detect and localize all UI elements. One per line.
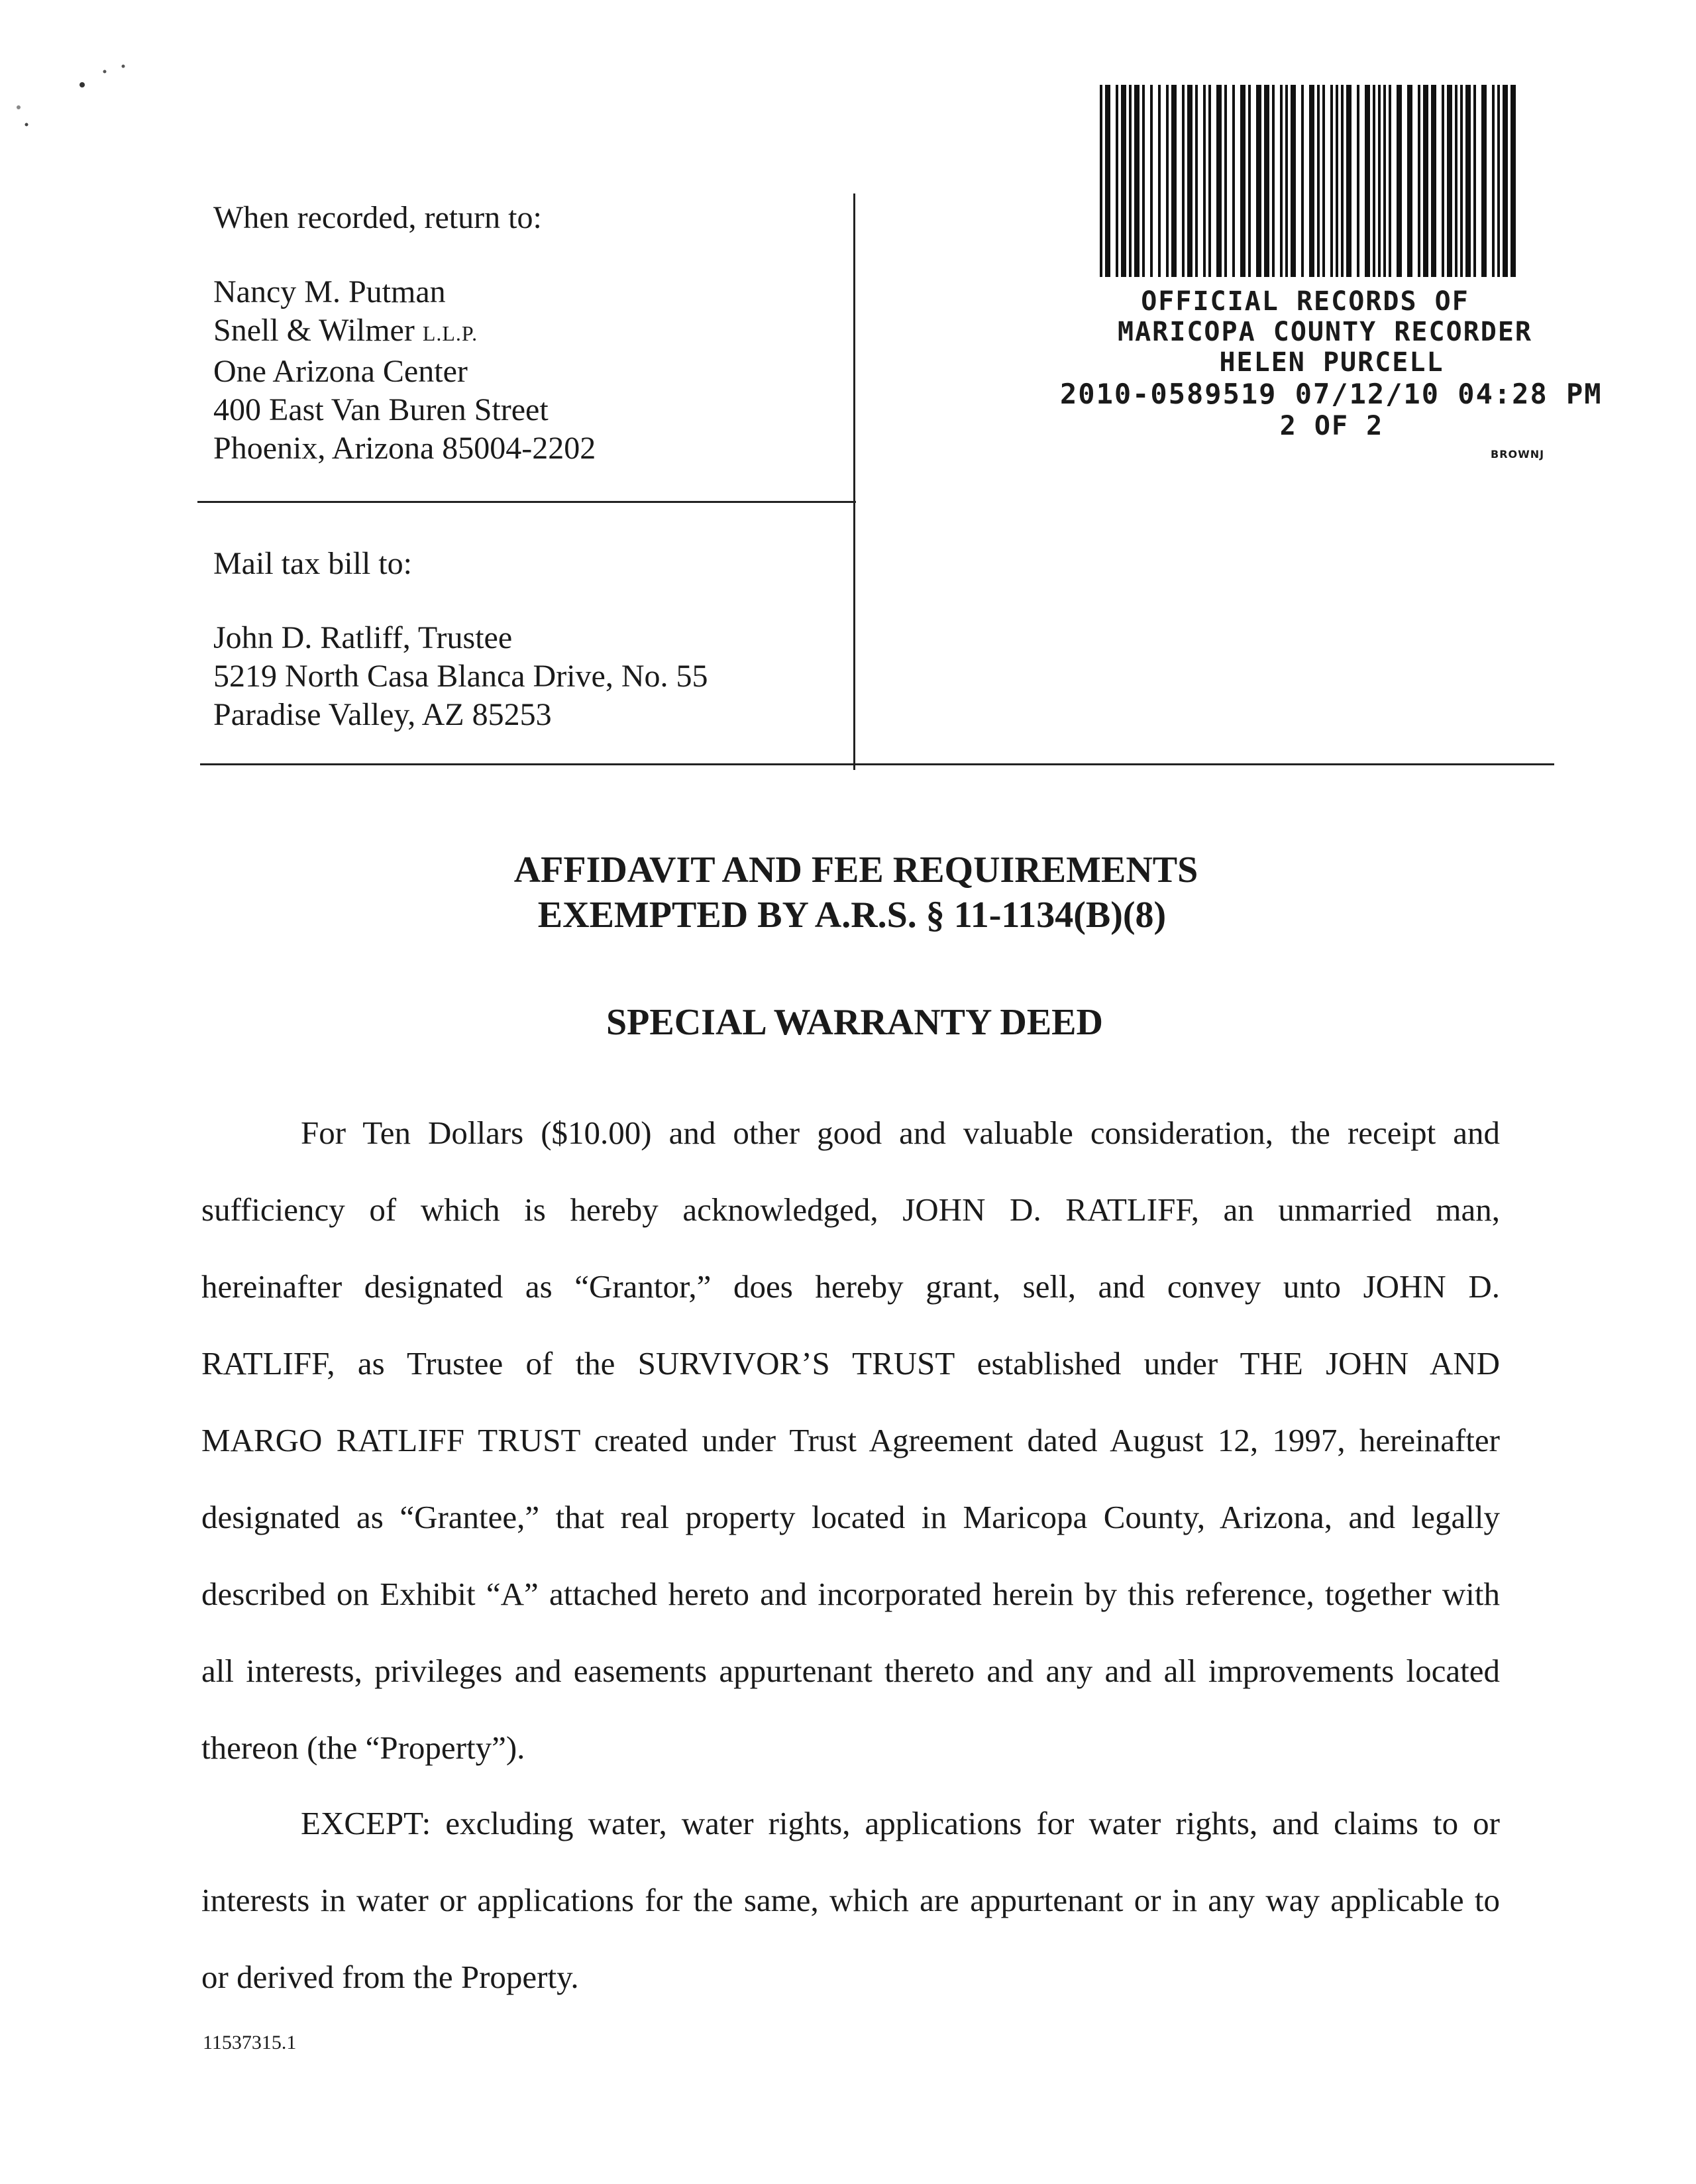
tax-bill-label: Mail tax bill to: <box>213 546 412 581</box>
paragraph-line: For Ten Dollars ($10.00) and other good and valuable consideration, the receipt and <box>301 1115 1500 1151</box>
header-vertical-divider <box>853 193 855 770</box>
scan-specks <box>0 0 199 172</box>
recording-line-2: MARICOPA COUNTY RECORDER <box>1118 317 1532 347</box>
return-firm: Snell & Wilmer L.L.P. <box>213 313 478 348</box>
exemption-title-line-1: AFFIDAVIT AND FEE REQUIREMENTS <box>513 849 1198 891</box>
paragraph-line: EXCEPT: excluding water, water rights, applications for water rights, and claims to or <box>301 1805 1500 1841</box>
barcode-icon <box>1098 85 1517 277</box>
document-number: 11537315.1 <box>203 2032 297 2053</box>
paragraph-line: MARGO RATLIFF TRUST created under Trust Agreement dated August 12, 1997, hereinafter <box>201 1422 1500 1458</box>
recording-initials: BROWNJ <box>1491 448 1545 461</box>
return-to-label: When recorded, return to: <box>213 200 542 235</box>
paragraph-line: thereon (the “Property”). <box>201 1729 525 1766</box>
paragraph-line: interests in water or applications for the same, which are appurtenant or in any way applicable to <box>201 1882 1500 1918</box>
recording-page-count: 2 OF 2 <box>1279 411 1384 441</box>
exemption-title-line-2: EXEMPTED BY A.R.S. § 11-1134(B)(8) <box>537 895 1167 936</box>
return-to-address <box>213 273 596 468</box>
return-building: One Arizona Center <box>213 354 468 389</box>
return-name: Nancy M. Putman <box>213 274 446 309</box>
paragraph-line: RATLIFF, as Trustee of the SURVIVOR’S TRUST established under THE JOHN AND <box>201 1345 1500 1382</box>
header-middle-divider <box>197 501 856 503</box>
deed-title: SPECIAL WARRANTY DEED <box>606 1002 1103 1043</box>
paragraph-line: or derived from the Property. <box>201 1959 579 1995</box>
recording-number: 2010-0589519 07/12/10 04:28 PM <box>1060 378 1603 410</box>
recording-line-3: HELEN PURCELL <box>1219 347 1444 378</box>
return-city: Phoenix, Arizona 85004-2202 <box>213 431 596 466</box>
recording-line-1: OFFICIAL RECORDS OF <box>1141 286 1469 317</box>
paragraph-line: sufficiency of which is hereby acknowledged, JOHN D. RATLIFF, an unmarried man, <box>201 1191 1500 1228</box>
header-bottom-divider <box>200 763 1554 765</box>
paragraph-line: designated as “Grantee,” that real property located in Maricopa County, Arizona, and legally <box>201 1499 1500 1535</box>
return-street: 400 East Van Buren Street <box>213 392 549 427</box>
tax-city: Paradise Valley, AZ 85253 <box>213 697 552 732</box>
tax-name: John D. Ratliff, Trustee <box>213 620 513 655</box>
paragraph-line: hereinafter designated as “Grantor,” does hereby grant, sell, and convey unto JOHN D. <box>201 1268 1500 1305</box>
paragraph-line: all interests, privileges and easements appurtenant thereto and any and all improvements located <box>201 1653 1500 1689</box>
tax-street: 5219 North Casa Blanca Drive, No. 55 <box>213 659 708 694</box>
paragraph-line: described on Exhibit “A” attached hereto and incorporated herein by this reference, together with <box>201 1576 1500 1612</box>
tax-bill-address <box>213 619 708 734</box>
